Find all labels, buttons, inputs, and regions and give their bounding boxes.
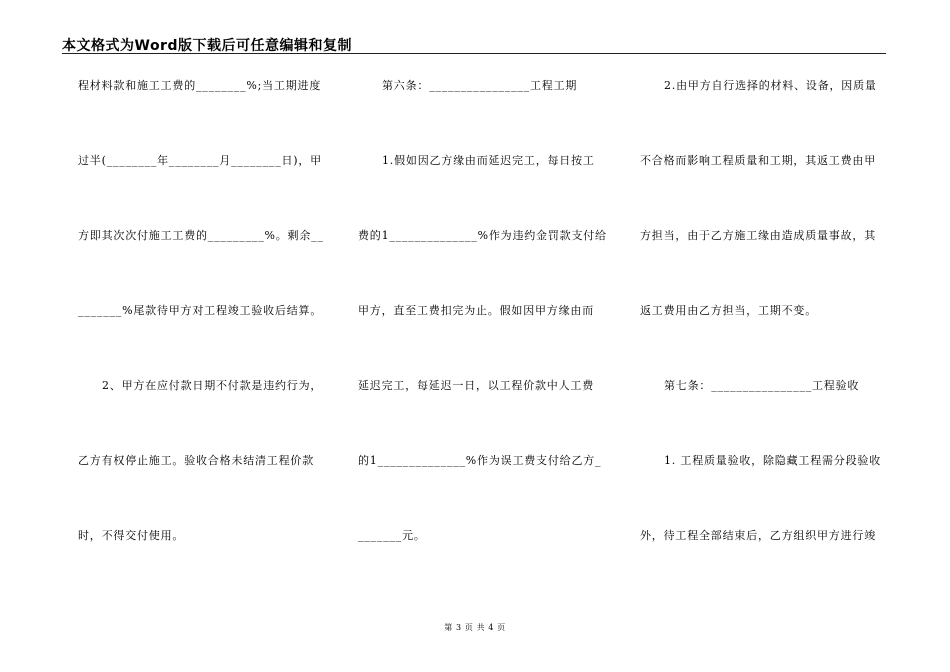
- text-line: 时，不得交付使用。: [78, 529, 185, 542]
- text-line: 第六条：________________工程工期: [382, 79, 578, 92]
- text-line: 费的1______________%作为违约金罚款支付给: [358, 229, 607, 242]
- text-line: 2.由甲方自行选择的材料、设备，因质量: [664, 79, 877, 92]
- text-line: 1.假如因乙方缘由而延迟完工，每日按工: [382, 154, 595, 167]
- text-line: 第七条：________________工程验收: [664, 379, 860, 392]
- text-line: 程材料款和施工工费的________%;当工期进度: [78, 79, 322, 92]
- text-line: 方即其次次付施工工费的_________%。剩余__: [78, 229, 324, 242]
- text-line: 1. 工程质量验收，除隐藏工程需分段验收: [664, 454, 881, 467]
- text-line: _______元。: [358, 529, 426, 542]
- text-line: _______%尾款待甲方对工程竣工验收后结算。: [78, 304, 323, 317]
- text-line: 延迟完工，每延迟一日，以工程价款中人工费: [358, 379, 594, 392]
- text-line: 方担当，由于乙方施工缘由造成质量事故，其: [640, 229, 876, 242]
- text-line: 不合格而影响工程质量和工期，其返工费由甲: [640, 154, 876, 167]
- page-number: 第 3 页 共 4 页: [444, 623, 506, 632]
- text-line: 2、甲方在应付款日期不付款是违约行为，: [102, 379, 323, 392]
- text-line: 过半(________年________月________日)，甲: [78, 154, 322, 167]
- text-line: 外，待工程全部结束后，乙方组织甲方进行竣: [640, 529, 876, 542]
- text-line: 甲方，直至工费扣完为止。假如因甲方缘由而: [358, 304, 594, 317]
- text-line: 乙方有权停止施工。验收合格未结清工程价款: [78, 454, 314, 467]
- text-line: 的1______________%作为误工费支付给乙方_: [358, 454, 602, 467]
- header-divider: [62, 53, 886, 54]
- text-line: 返工费用由乙方担当，工期不变。: [640, 304, 817, 317]
- document-header: 本文格式为Word版下载后可任意编辑和复制: [62, 38, 352, 54]
